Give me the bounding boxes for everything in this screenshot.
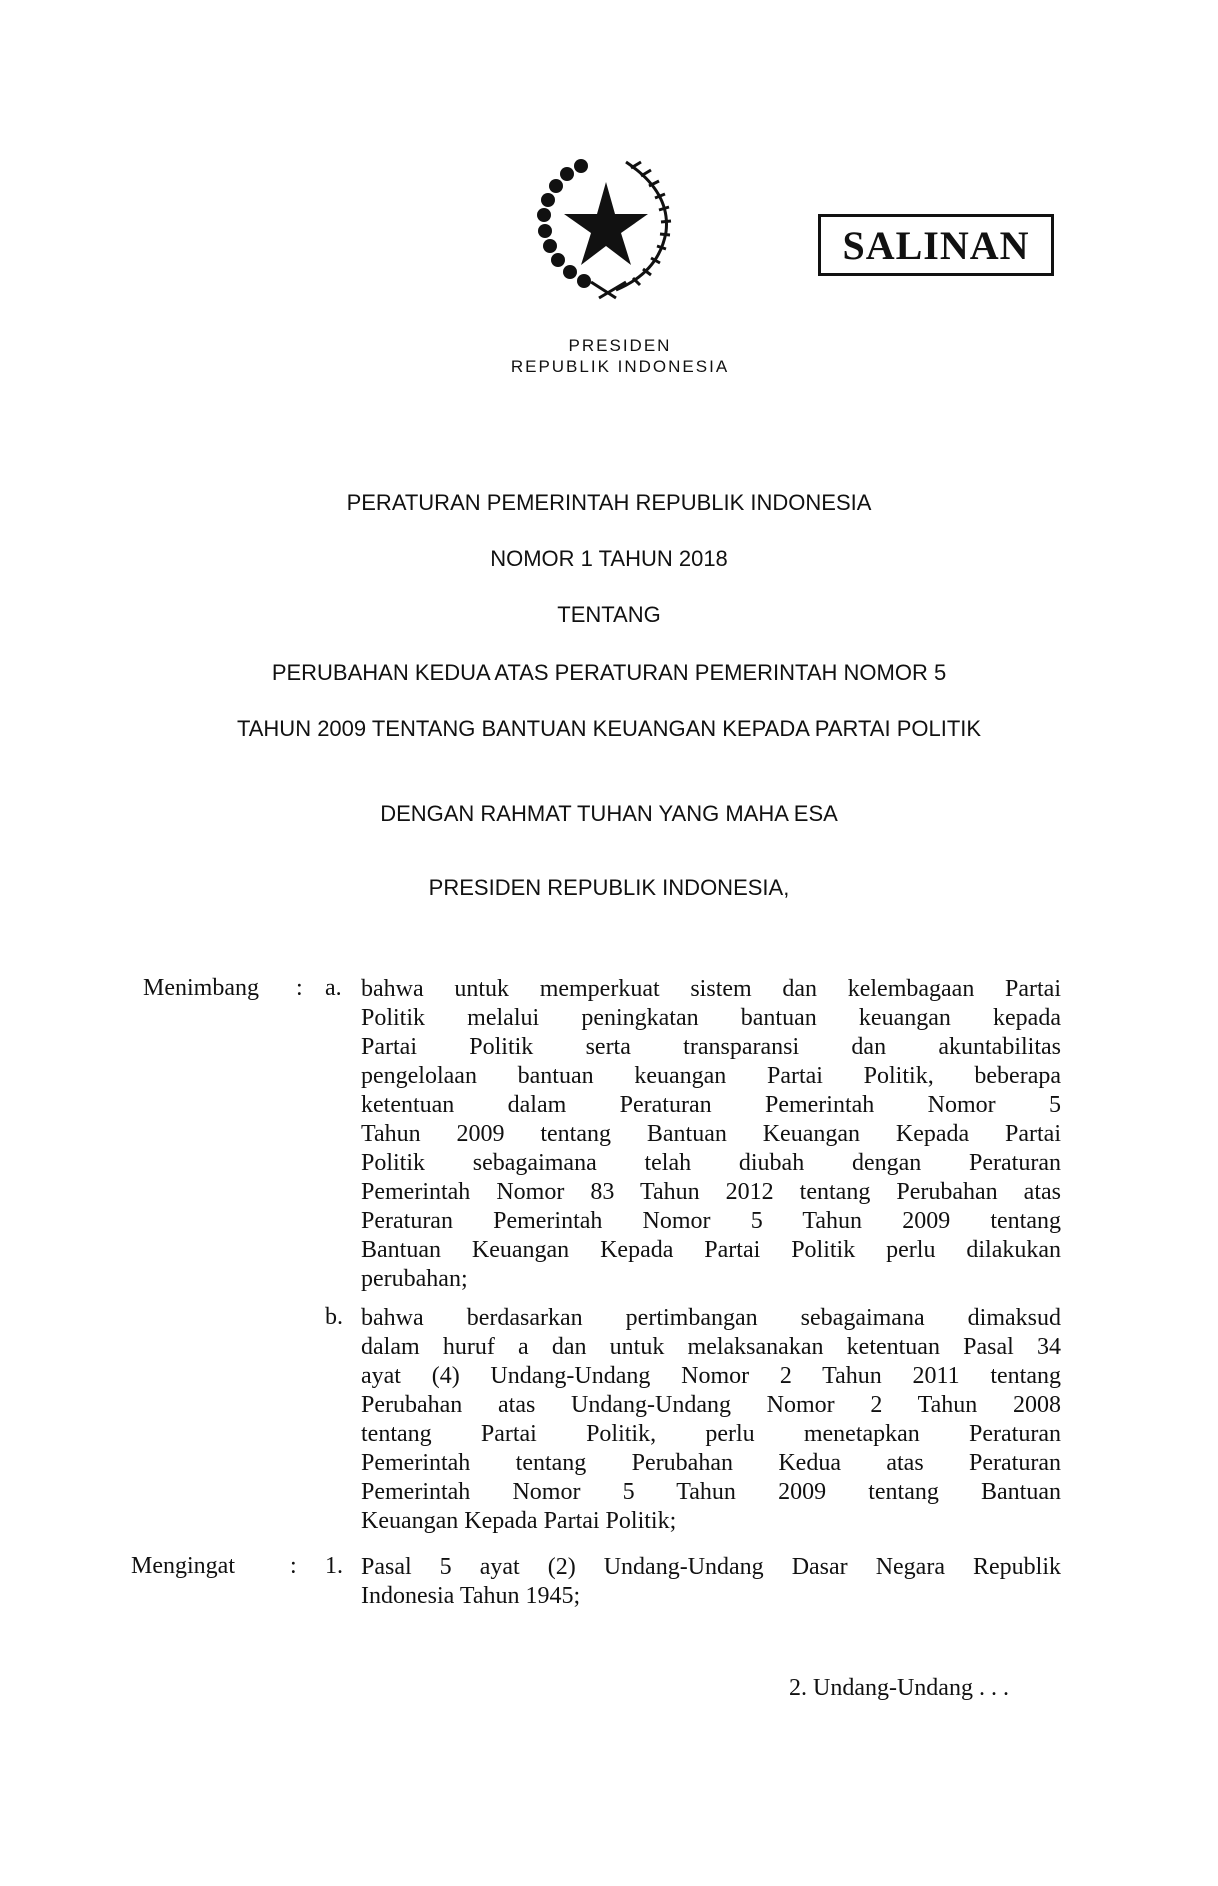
salinan-stamp: SALINAN — [818, 214, 1054, 276]
text-line: dalam huruf a dan untuk melaksanakan ketentuan Pasal 34 — [361, 1334, 1061, 1360]
text-line: Perubahan atas Undang-Undang Nomor 2 Tahun 2008 — [361, 1392, 1061, 1418]
menimbang-marker-a: a. — [325, 975, 342, 1001]
regulation-title: PERATURAN PEMERINTAH REPUBLIK INDONESIA — [346, 490, 872, 515]
text-line: tentang Partai Politik, perlu menetapkan Peraturan — [361, 1421, 1061, 1447]
mengingat-label: Mengingat — [131, 1553, 235, 1579]
regulation-subject-2: TAHUN 2009 TENTANG BANTUAN KEUANGAN KEPADA PARTAI POLITIK — [236, 716, 982, 741]
regulation-tentang: TENTANG — [557, 602, 661, 627]
emblem-label-presiden: PRESIDEN — [568, 336, 672, 355]
text-line: bahwa untuk memperkuat sistem dan kelembagaan Partai — [361, 976, 1061, 1002]
text-line: Bantuan Keuangan Kepada Partai Politik perlu dilakukan — [361, 1237, 1061, 1263]
text-line: Pasal 5 ayat (2) Undang-Undang Dasar Negara Republik — [361, 1554, 1061, 1580]
text-line: Politik melalui peningkatan bantuan keuangan kepada — [361, 1005, 1061, 1031]
text-line: ketentuan dalam Peraturan Pemerintah Nomor 5 — [361, 1092, 1061, 1118]
text-line: Pemerintah Nomor 5 Tahun 2009 tentang Bantuan — [361, 1479, 1061, 1505]
regulation-subject-1: PERUBAHAN KEDUA ATAS PERATURAN PEMERINTAH NOMOR 5 — [271, 660, 947, 685]
regulation-number: NOMOR 1 TAHUN 2018 — [490, 546, 728, 571]
invocation: DENGAN RAHMAT TUHAN YANG MAHA ESA — [380, 801, 838, 826]
emblem-label-republik: REPUBLIK INDONESIA — [510, 357, 730, 376]
menimbang-marker-b: b. — [325, 1304, 343, 1330]
text-line: ayat (4) Undang-Undang Nomor 2 Tahun 2011 tentang — [361, 1363, 1061, 1389]
garuda-presidential-emblem — [531, 152, 681, 304]
text-line: Partai Politik serta transparansi dan akuntabilitas — [361, 1034, 1061, 1060]
text-line: Keuangan Kepada Partai Politik; — [361, 1508, 677, 1534]
text-line: bahwa berdasarkan pertimbangan sebagaimana dimaksud — [361, 1305, 1061, 1331]
mengingat-marker-1: 1. — [325, 1553, 343, 1579]
text-line: Pemerintah Nomor 83 Tahun 2012 tentang Perubahan atas — [361, 1179, 1061, 1205]
text-line: Pemerintah tentang Perubahan Kedua atas Peraturan — [361, 1450, 1061, 1476]
text-line: Indonesia Tahun 1945; — [361, 1583, 581, 1609]
text-line: Peraturan Pemerintah Nomor 5 Tahun 2009 tentang — [361, 1208, 1061, 1234]
mengingat-colon: : — [290, 1553, 297, 1579]
menimbang-label: Menimbang — [143, 975, 259, 1001]
text-line: Tahun 2009 tentang Bantuan Keuangan Kepada Partai — [361, 1121, 1061, 1147]
president-heading: PRESIDEN REPUBLIK INDONESIA, — [428, 875, 790, 900]
text-line: Politik sebagaimana telah diubah dengan Peraturan — [361, 1150, 1061, 1176]
text-line: pengelolaan bantuan keuangan Partai Politik, beberapa — [361, 1063, 1061, 1089]
menimbang-colon: : — [296, 975, 303, 1001]
star-icon — [564, 182, 648, 265]
page-continuation: 2. Undang-Undang . . . — [789, 1675, 1009, 1701]
text-line: perubahan; — [361, 1266, 468, 1292]
